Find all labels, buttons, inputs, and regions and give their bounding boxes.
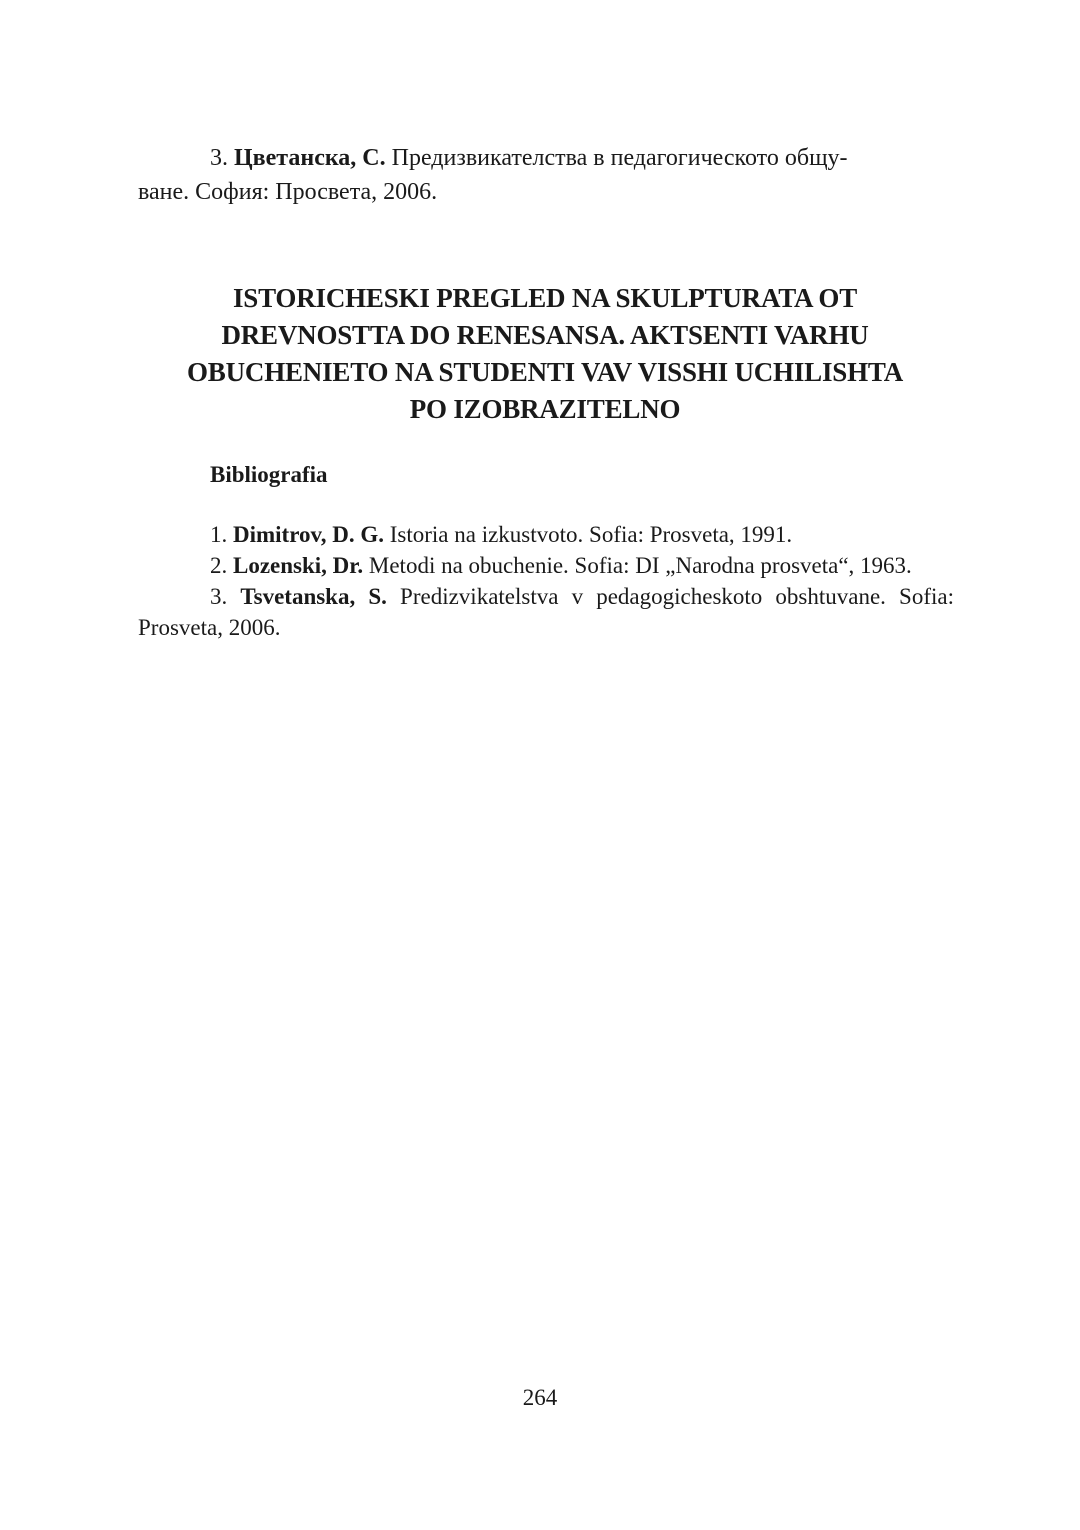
- article-title: [120, 280, 970, 428]
- reference-author: Lozenski, Dr.: [233, 553, 364, 578]
- reference-author: Tsvetanska, S.: [240, 584, 387, 609]
- reference-author: Цветанска, С.: [234, 145, 386, 171]
- title-line: ISTORICHESKI PREGLED NA SKULPTURATA OT: [232, 283, 858, 313]
- bibliography-heading: Bibliografia: [210, 462, 328, 487]
- bibliography-list: [138, 519, 954, 643]
- title-line: DREVNOSTTA DO RENESANSA. AKTSENTI VARHU: [221, 320, 869, 350]
- page-number: 264: [522, 1385, 558, 1410]
- title-line: OBUCHENIETO NA STUDENTI VAV VISSHI UCHILISHTA: [186, 357, 904, 387]
- reference-author: Dimitrov, D. G.: [233, 522, 384, 547]
- reference-number: 3.: [210, 145, 228, 171]
- list-item: 1. Dimitrov, D. G. Istoria na izkustvoto. Sofia: Prosveta, 1991.: [210, 522, 793, 547]
- reference-cyrillic-3: [138, 141, 954, 209]
- list-item: 2. Lozenski, Dr. Metodi na obuchenie. Sofia: DI „Narodna prosveta“, 1963.: [210, 553, 912, 578]
- reference-text-continued: ване. София: Просвета, 2006.: [138, 179, 438, 205]
- title-line: PO IZOBRAZITELNO: [409, 394, 681, 424]
- list-item: 3. Tsvetanska, S. Predizvikatelstva v pedagogicheskoto obshtuvane. Sofia: Prosveta, 2006.: [138, 584, 954, 640]
- reference-text: Предизвикателства в педагогическото общу-: [391, 145, 848, 171]
